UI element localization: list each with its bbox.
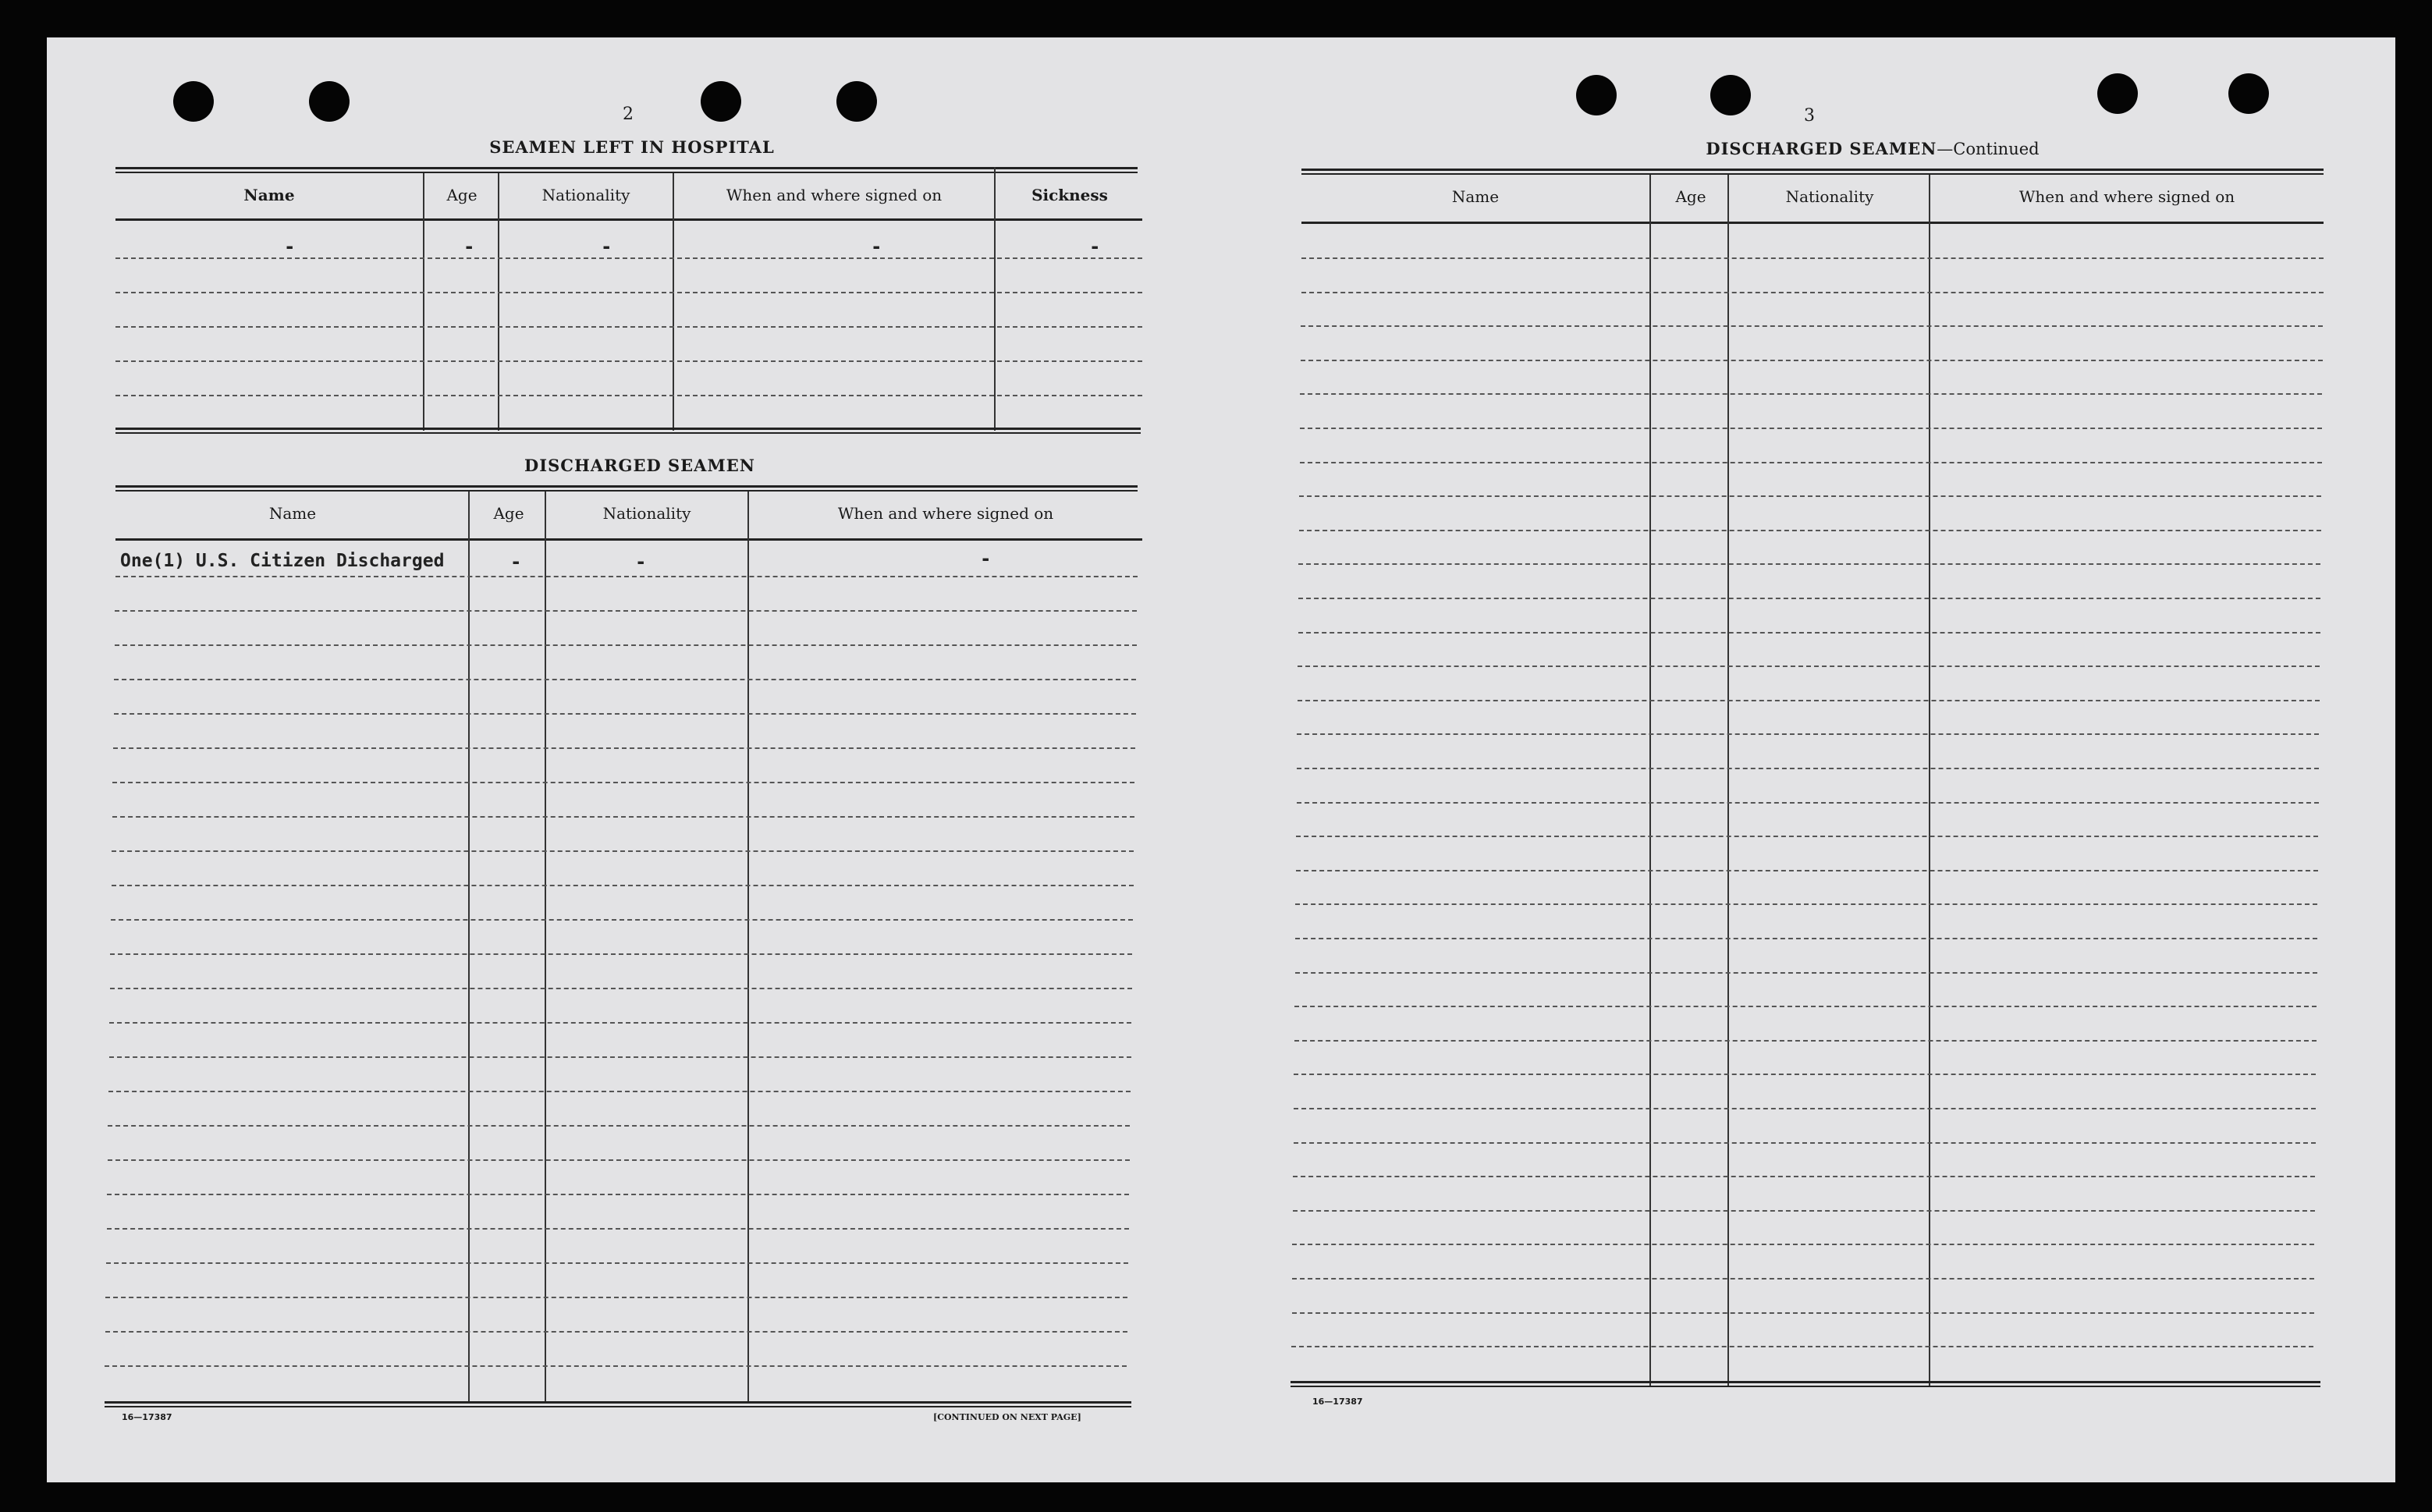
row-line [1301, 257, 2324, 259]
col-header-nationality: Nationality [602, 504, 691, 523]
col-header-signed-on: When and where signed on [2018, 187, 2235, 206]
col-header-signed-on: When and where signed on [726, 186, 943, 204]
row-line [109, 1056, 1131, 1058]
row-line [113, 747, 1135, 749]
row-line [105, 1365, 1127, 1367]
row-line [1297, 768, 2319, 769]
row-line [110, 988, 1132, 989]
row-line [112, 782, 1134, 783]
row-line [105, 1331, 1127, 1333]
row-line [1301, 325, 2323, 327]
col-header-nationality: Nationality [541, 186, 630, 204]
column-divider [673, 173, 674, 431]
row-line [1298, 563, 2320, 565]
row-line [1292, 1312, 2314, 1314]
row-line [1300, 462, 2322, 463]
punch-hole [701, 81, 741, 122]
column-header-underline [115, 538, 1142, 541]
row-line [105, 1297, 1127, 1298]
header-rule [115, 485, 1138, 492]
row-line [111, 919, 1133, 921]
row-line [106, 1262, 1128, 1264]
row-line [115, 610, 1137, 612]
row-line [1301, 292, 2324, 293]
row-line [115, 360, 1142, 362]
title-suffix: —Continued [1937, 140, 2040, 158]
row-line [107, 1194, 1129, 1195]
row-line [1297, 802, 2319, 804]
column-divider [423, 173, 424, 431]
row-line [112, 850, 1134, 852]
col-header-age: Age [446, 186, 478, 204]
header-rule [1301, 169, 2324, 175]
col-header-age: Age [493, 504, 524, 523]
row-line [1298, 665, 2320, 667]
column-divider [1649, 175, 1651, 1386]
row-line [108, 1091, 1131, 1092]
page-number: 3 [1804, 106, 1815, 126]
punch-hole [836, 81, 877, 122]
row-line [1294, 1006, 2317, 1007]
form-number: 16—17387 [1312, 1397, 1363, 1407]
discharged-continued-title [1607, 139, 2138, 158]
row-line [1294, 1040, 2317, 1042]
form-number: 16—17387 [122, 1412, 172, 1422]
discharged-name-value: One(1) U.S. Citizen Discharged [120, 551, 445, 571]
row-line [112, 816, 1134, 818]
row-line [1293, 1176, 2315, 1177]
row-line [1292, 1278, 2314, 1280]
row-line [114, 713, 1136, 715]
row-line [1296, 836, 2318, 837]
col-header-name: Name [1451, 187, 1500, 206]
column-divider [545, 492, 546, 1401]
row-line [1300, 393, 2322, 395]
col-header-signed-on: When and where signed on [837, 504, 1054, 523]
row-line [115, 292, 1142, 293]
continued-note: [CONTINUED ON NEXT PAGE] [933, 1412, 1081, 1422]
row-line [115, 644, 1137, 646]
column-divider [468, 492, 470, 1401]
hospital-nationality-value: - [601, 236, 612, 257]
row-line [1294, 1142, 2316, 1144]
hospital-section-title: SEAMEN LEFT IN HOSPITAL [489, 137, 775, 157]
row-line [109, 1022, 1131, 1024]
row-line [1295, 903, 2317, 905]
row-line [1291, 1346, 2313, 1347]
row-line [1295, 938, 2317, 939]
row-line [1292, 1244, 2314, 1245]
discharged-section-title: DISCHARGED SEAMEN [524, 456, 755, 475]
column-header-underline [115, 218, 1142, 221]
title-main: DISCHARGED SEAMEN [1706, 139, 1937, 158]
page-number: 2 [623, 105, 634, 124]
discharged-signed-on-value: - [980, 548, 992, 570]
row-line [1298, 700, 2320, 701]
row-line [1296, 870, 2318, 871]
row-line [114, 679, 1136, 680]
hospital-signed-on-value: - [871, 236, 882, 257]
section-end-rule [105, 1401, 1131, 1407]
row-line [107, 1228, 1129, 1230]
punch-hole [2228, 73, 2269, 114]
column-divider [747, 492, 749, 1401]
row-line [108, 1125, 1130, 1127]
row-line [1298, 598, 2320, 599]
row-line [108, 1159, 1130, 1161]
column-divider [1727, 175, 1729, 1386]
row-line [1294, 1074, 2316, 1075]
punch-hole [173, 81, 214, 122]
hospital-name-value: - [284, 236, 296, 257]
row-line [1301, 360, 2323, 361]
row-line [115, 395, 1142, 396]
column-divider [1929, 175, 1930, 1386]
column-header-underline [1301, 222, 2324, 224]
form-sheet [47, 37, 2395, 1482]
column-divider [498, 173, 499, 431]
row-line [1294, 1108, 2316, 1109]
col-header-age: Age [1675, 187, 1706, 206]
hospital-sickness-value: - [1089, 236, 1101, 257]
col-header-nationality: Nationality [1785, 187, 1874, 206]
row-line [1300, 428, 2322, 429]
hospital-age-value: - [463, 236, 475, 257]
row-line [1295, 972, 2317, 974]
punch-hole [1710, 75, 1751, 115]
col-header-name: Name [268, 504, 317, 523]
row-line [1299, 530, 2321, 531]
row-line [115, 257, 1142, 259]
section-end-rule [115, 428, 1141, 434]
col-header-name: Name [243, 186, 295, 204]
punch-hole [1576, 75, 1617, 115]
punch-hole [2097, 73, 2138, 114]
row-line [110, 953, 1132, 955]
discharged-nationality-value: - [635, 551, 647, 573]
row-line [112, 885, 1134, 886]
row-line [115, 326, 1142, 328]
discharged-age-value: - [510, 551, 522, 573]
row-line [1299, 495, 2321, 497]
row-line [1298, 632, 2320, 634]
col-header-sickness: Sickness [1031, 186, 1108, 204]
column-divider [994, 167, 996, 431]
row-line [1297, 733, 2319, 735]
punch-hole [309, 81, 350, 122]
row-line [115, 576, 1138, 577]
row-line [1293, 1210, 2315, 1212]
header-rule [115, 167, 1138, 173]
section-end-rule [1291, 1381, 2320, 1387]
